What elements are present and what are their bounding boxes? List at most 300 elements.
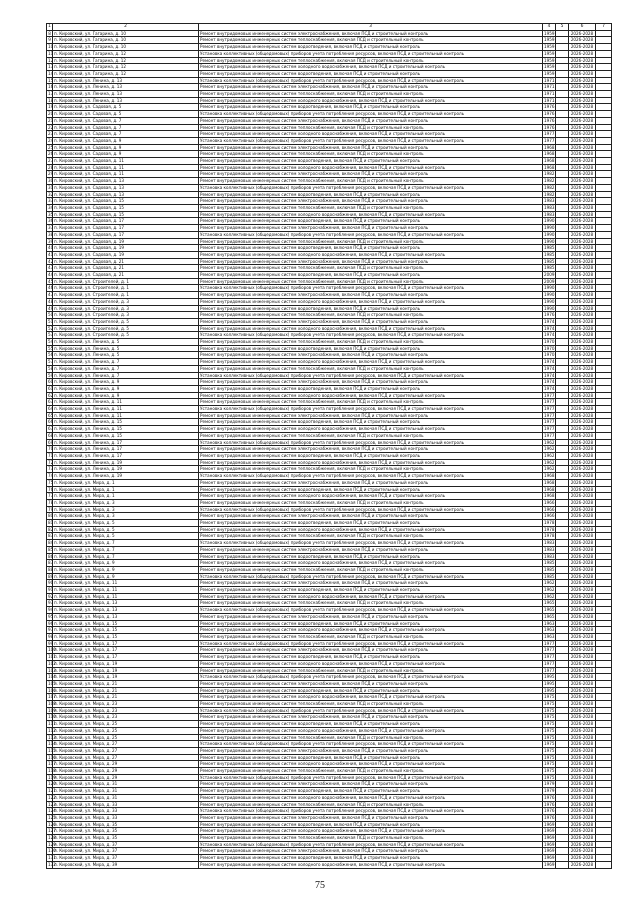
table-row: [47, 553, 612, 560]
row-number-cell: 27: [48, 158, 54, 164]
table-row: [47, 379, 612, 386]
build-year-cell: 1977: [544, 131, 555, 137]
address-cell: п. Кировский, ул. Ленина, д. 11: [53, 399, 199, 406]
note-cell: [596, 57, 612, 64]
extra-cell: [556, 84, 569, 91]
row-number-cell: 94: [48, 607, 54, 613]
build-year-cell: 1974: [544, 372, 555, 378]
address-cell: п. Кировский, ул. Садовая, д. 15: [53, 211, 199, 218]
address-cell: п. Кировский, ул. Садовая, д. 17: [53, 218, 199, 225]
work-description-cell: Ремонт внутридомовых инженерных систем холодного водоснабжения, включая ПСД и строительный контроль: [199, 325, 543, 332]
row-number-cell: 114: [48, 741, 56, 747]
row-number-cell: 11: [48, 50, 54, 56]
extra-cell: [556, 801, 569, 808]
build-year-cell: 1975: [544, 707, 555, 713]
work-period-cell: 2026-2028: [569, 432, 596, 439]
table-row: [47, 794, 612, 801]
row-number-cell: 16: [48, 84, 54, 90]
work-period-cell: 2026-2028: [569, 513, 596, 520]
table-row: [47, 613, 612, 620]
build-year-cell: 1962: [544, 453, 555, 458]
build-year-cell: 1959: [544, 30, 555, 36]
extra-cell: [556, 587, 569, 594]
build-year-cell: 1968: [544, 158, 555, 164]
table-row: [47, 821, 612, 828]
address-cell: п. Кировский, ул. Мира, д. 13: [53, 600, 199, 607]
note-cell: [596, 151, 612, 158]
row-number-cell: 85: [48, 546, 54, 552]
extra-cell: [556, 647, 569, 654]
work-period-cell: 2026-2028: [569, 298, 596, 305]
note-cell: [596, 814, 612, 821]
work-description-cell: Установка коллективных (общедомовых) приборов учета потребления ресурсов, включая ПСД и строительный контроль: [199, 372, 543, 379]
row-number-cell: 15: [48, 77, 54, 83]
work-description-cell: Ремонт внутридомовых инженерных систем водоотведения, включая ПСД и строительный контроль: [199, 419, 543, 426]
extra-cell: [556, 627, 569, 634]
work-period-cell: 2026-2028: [569, 211, 596, 218]
note-cell: [596, 855, 612, 862]
note-cell: [596, 828, 612, 835]
address-cell: п. Кировский, ул. Мира, д. 39: [53, 861, 199, 868]
row-number-cell: 35: [48, 211, 54, 217]
address-cell: п. Кировский, ул. Гагарина, д. 12: [53, 50, 199, 57]
address-cell: п. Кировский, ул. Садовая, д. 7: [53, 124, 199, 131]
work-period-cell: 2026-2028: [569, 566, 596, 573]
note-cell: [596, 674, 612, 681]
build-year-cell: 1974: [544, 359, 555, 365]
work-description-cell: Ремонт внутридомовых инженерных систем водоотведения, включая ПСД и строительный контроль: [199, 70, 543, 77]
row-number-cell: 28: [48, 164, 54, 170]
extra-cell: [556, 412, 569, 419]
extra-cell: [556, 553, 569, 560]
row-number-cell: 75: [48, 479, 54, 485]
address-cell: п. Кировский, ул. Садовая, д. 17: [53, 225, 199, 232]
work-description-cell: Ремонт внутридомовых инженерных систем водоотведения, включая ПСД и строительный контроль: [199, 104, 543, 111]
work-description-cell: Ремонт внутридомовых инженерных систем электроснабжения, включая ПСД и строительный контроль: [199, 117, 543, 124]
note-cell: [596, 473, 612, 480]
extra-cell: [556, 560, 569, 567]
work-description-cell: Ремонт внутридомовых инженерных систем холодного водоснабжения, включая ПСД и строительный контроль: [199, 97, 543, 104]
work-period-cell: 2026-2028: [569, 178, 596, 185]
address-cell: п. Кировский, ул. Гагарина, д. 10: [53, 44, 199, 51]
build-year-cell: 1974: [544, 379, 555, 385]
table-row: [47, 312, 612, 319]
note-cell: [596, 607, 612, 614]
address-cell: п. Кировский, ул. Мира, д. 3: [53, 499, 199, 506]
row-number-cell: 119: [48, 774, 56, 780]
build-year-cell: 1985: [544, 573, 555, 579]
row-number-cell: 17: [48, 91, 54, 97]
note-cell: [596, 566, 612, 573]
address-cell: п. Кировский, ул. Садовая, д. 9: [53, 151, 199, 158]
work-description-cell: Ремонт внутридомовых инженерных систем холодного водоснабжения, включая ПСД и строительный контроль: [199, 660, 543, 667]
build-year-cell: 1990: [544, 231, 555, 237]
extra-cell: [556, 821, 569, 828]
work-description-cell: Ремонт внутридомовых инженерных систем водоотведения, включая ПСД и строительный контроль: [199, 272, 543, 279]
extra-cell: [556, 131, 569, 138]
build-year-cell: 1959: [544, 70, 555, 76]
work-description-cell: Ремонт внутридомовых инженерных систем холодного водоснабжения, включая ПСД и строительный контроль: [199, 493, 543, 500]
note-cell: [596, 204, 612, 211]
build-year-cell: 1962: [544, 593, 555, 599]
note-cell: [596, 640, 612, 647]
work-period-cell: 2026-2028: [569, 251, 596, 258]
work-period-cell: 2026-2028: [569, 231, 596, 238]
address-cell: п. Кировский, ул. Ленина, д. 7: [53, 365, 199, 372]
work-period-cell: 2026-2028: [569, 459, 596, 466]
address-cell: п. Кировский, ул. Садовая, д. 11: [53, 158, 199, 165]
work-period-cell: 2026-2028: [569, 131, 596, 138]
build-year-cell: 1963: [544, 620, 555, 626]
address-cell: п. Кировский, ул. Мира, д. 37: [53, 841, 199, 848]
work-description-cell: Ремонт внутридомовых инженерных систем электроснабжения, включая ПСД и строительный контроль: [199, 318, 543, 325]
address-cell: п. Кировский, ул. Мира, д. 25: [53, 727, 199, 734]
address-cell: п. Кировский, ул. Мира, д. 27: [53, 741, 199, 748]
note-cell: [596, 801, 612, 808]
note-cell: [596, 164, 612, 171]
extra-cell: [556, 654, 569, 661]
row-number-cell: 83: [48, 533, 54, 539]
table-row: [47, 754, 612, 761]
row-number-cell: 38: [48, 231, 54, 237]
extra-cell: [556, 855, 569, 862]
work-period-cell: 2026-2028: [569, 814, 596, 821]
table-row: [47, 191, 612, 198]
note-cell: [596, 184, 612, 191]
address-cell: п. Кировский, ул. Мира, д. 11: [53, 580, 199, 587]
work-description-cell: Ремонт внутридомовых инженерных систем электроснабжения, включая ПСД и строительный контроль: [199, 84, 543, 91]
work-period-cell: 2026-2028: [569, 412, 596, 419]
extra-cell: [556, 278, 569, 285]
row-number-cell: 37: [48, 225, 54, 231]
note-cell: [596, 131, 612, 138]
table-row: [47, 526, 612, 533]
address-cell: п. Кировский, ул. Садовая, д. 19: [53, 238, 199, 245]
build-year-cell: 1975: [544, 774, 555, 780]
address-cell: п. Кировский, ул. Ленина, д. 13: [53, 97, 199, 104]
build-year-cell: 1977: [544, 654, 555, 660]
work-description-cell: Ремонт внутридомовых инженерных систем электроснабжения, включая ПСД и строительный контроль: [199, 258, 543, 265]
note-cell: [596, 741, 612, 748]
table-row: [47, 406, 612, 413]
row-number-cell: 64: [48, 406, 54, 412]
work-period-cell: 2026-2028: [569, 158, 596, 165]
work-description-cell: Ремонт внутридомовых инженерных систем водоотведения, включая ПСД и строительный контроль: [199, 754, 543, 761]
table-row: [47, 419, 612, 426]
build-year-cell: 1968: [544, 151, 555, 157]
work-period-cell: 2026-2028: [569, 453, 596, 460]
extra-cell: [556, 573, 569, 580]
work-period-cell: 2026-2028: [569, 841, 596, 848]
address-cell: п. Кировский, ул. Мира, д. 29: [53, 761, 199, 768]
note-cell: [596, 781, 612, 788]
extra-cell: [556, 117, 569, 124]
work-period-cell: 2026-2028: [569, 111, 596, 118]
work-period-cell: 2026-2028: [569, 808, 596, 815]
row-number-cell: 23: [48, 131, 54, 137]
row-number-cell: 24: [48, 137, 54, 143]
table-row: [47, 385, 612, 392]
build-year-cell: 1971: [544, 91, 555, 97]
work-period-cell: 2026-2028: [569, 164, 596, 171]
row-number-cell: 116: [48, 754, 56, 760]
work-description-cell: Установка коллективных (общедомовых) приборов учета потребления ресурсов, включая ПСД и строительный контроль: [199, 285, 543, 292]
note-cell: [596, 848, 612, 855]
address-cell: п. Кировский, ул. Мира, д. 11: [53, 593, 199, 600]
row-number-cell: 20: [48, 111, 54, 117]
table-row: [47, 412, 612, 419]
note-cell: [596, 546, 612, 553]
extra-cell: [556, 580, 569, 587]
work-description-cell: Ремонт внутридомовых инженерных систем водоотведения, включая ПСД и строительный контроль: [199, 620, 543, 627]
note-cell: [596, 225, 612, 232]
table-row: [47, 292, 612, 299]
table-row: [47, 600, 612, 607]
work-period-cell: 2026-2028: [569, 426, 596, 433]
address-cell: п. Кировский, ул. Ленина, д. 9: [53, 379, 199, 386]
extra-cell: [556, 493, 569, 500]
build-year-cell: 1968: [544, 144, 555, 150]
table-row: [47, 473, 612, 480]
work-period-cell: 2026-2028: [569, 466, 596, 473]
row-number-cell: 45: [48, 278, 54, 284]
work-description-cell: Ремонт внутридомовых инженерных систем электроснабжения, включая ПСД и строительный контроль: [199, 412, 543, 419]
address-cell: п. Кировский, ул. Мира, д. 5: [53, 526, 199, 533]
note-cell: [596, 707, 612, 714]
address-cell: п. Кировский, ул. Мира, д. 15: [53, 627, 199, 634]
table-row: [47, 238, 612, 245]
note-cell: [596, 379, 612, 386]
build-year-cell: 1977: [544, 432, 555, 438]
work-period-cell: 2026-2028: [569, 607, 596, 614]
address-cell: п. Кировский, ул. Строителей, д. 1: [53, 278, 199, 285]
work-period-cell: 2026-2028: [569, 345, 596, 352]
extra-cell: [556, 546, 569, 553]
extra-cell: [556, 218, 569, 225]
note-cell: [596, 399, 612, 406]
table-row: [47, 278, 612, 285]
work-description-cell: Ремонт внутридомовых инженерных систем водоотведения, включая ПСД и строительный контроль: [199, 218, 543, 225]
extra-cell: [556, 432, 569, 439]
extra-cell: [556, 312, 569, 319]
row-number-cell: 58: [48, 365, 54, 371]
address-cell: п. Кировский, ул. Ленина, д. 7: [53, 359, 199, 366]
extra-cell: [556, 774, 569, 781]
build-year-cell: 1966: [544, 513, 555, 519]
extra-cell: [556, 768, 569, 775]
table-row: [47, 251, 612, 258]
work-description-cell: Установка коллективных (общедомовых) приборов учета потребления ресурсов, включая ПСД и строительный контроль: [199, 506, 543, 513]
row-number-cell: 76: [48, 486, 54, 492]
work-period-cell: 2026-2028: [569, 117, 596, 124]
build-year-cell: 1969: [544, 855, 555, 861]
work-description-cell: Установка коллективных (общедомовых) приборов учета потребления ресурсов, включая ПСД и строительный контроль: [199, 137, 543, 144]
extra-cell: [556, 620, 569, 627]
extra-cell: [556, 439, 569, 446]
work-period-cell: 2026-2028: [569, 754, 596, 761]
work-description-cell: Ремонт внутридомовых инженерных систем электроснабжения, включая ПСД и строительный контроль: [199, 479, 543, 486]
build-year-cell: 1977: [544, 412, 555, 418]
work-description-cell: Установка коллективных (общедомовых) приборов учета потребления ресурсов, включая ПСД и строительный контроль: [199, 540, 543, 547]
address-cell: п. Кировский, ул. Мира, д. 9: [53, 573, 199, 580]
work-description-cell: Ремонт внутридомовых инженерных систем теплоснабжения, включая ПСД и строительный контроль: [199, 365, 543, 372]
note-cell: [596, 211, 612, 218]
work-description-cell: Ремонт внутридомовых инженерных систем водоотведения, включая ПСД и строительный контроль: [199, 788, 543, 795]
work-description-cell: Ремонт внутридомовых инженерных систем теплоснабжения, включая ПСД и строительный контроль: [199, 734, 543, 741]
table-row: [47, 861, 612, 868]
work-period-cell: 2026-2028: [569, 392, 596, 399]
table-row: [47, 714, 612, 721]
address-cell: п. Кировский, ул. Гагарина, д. 10: [53, 37, 199, 44]
build-year-cell: 1971: [544, 97, 555, 103]
work-period-cell: 2026-2028: [569, 821, 596, 828]
table-row: [47, 285, 612, 292]
build-year-cell: 1978: [544, 520, 555, 526]
table-row: [47, 855, 612, 862]
address-cell: п. Кировский, ул. Ленина, д. 5: [53, 339, 199, 346]
row-number-cell: 52: [48, 325, 54, 331]
table-row: [47, 446, 612, 453]
note-cell: [596, 218, 612, 225]
note-cell: [596, 841, 612, 848]
note-cell: [596, 251, 612, 258]
build-year-cell: 1959: [544, 64, 555, 70]
extra-cell: [556, 419, 569, 426]
extra-cell: [556, 613, 569, 620]
table-row: [47, 392, 612, 399]
work-description-cell: Ремонт внутридомовых инженерных систем холодного водоснабжения, включая ПСД и строительный контроль: [199, 298, 543, 305]
note-cell: [596, 359, 612, 366]
note-cell: [596, 587, 612, 594]
note-cell: [596, 37, 612, 44]
build-year-cell: 1975: [544, 701, 555, 707]
table-row: [47, 580, 612, 587]
build-year-cell: 1962: [544, 580, 555, 586]
note-cell: [596, 231, 612, 238]
work-period-cell: 2026-2028: [569, 520, 596, 527]
address-cell: п. Кировский, ул. Мира, д. 9: [53, 566, 199, 573]
build-year-cell: 1975: [544, 727, 555, 733]
extra-cell: [556, 600, 569, 607]
row-number-cell: 55: [48, 345, 54, 351]
table-row: [47, 124, 612, 131]
build-year-cell: 1969: [544, 835, 555, 841]
build-year-cell: 1977: [544, 399, 555, 405]
work-period-cell: 2026-2028: [569, 687, 596, 694]
extra-cell: [556, 835, 569, 842]
table-row: [47, 231, 612, 238]
work-description-cell: Ремонт внутридомовых инженерных систем теплоснабжения, включая ПСД и строительный контроль: [199, 37, 543, 44]
work-period-cell: 2026-2028: [569, 44, 596, 51]
build-year-cell: 1969: [544, 848, 555, 854]
work-description-cell: Ремонт внутридомовых инженерных систем водоотведения, включая ПСД и строительный контроль: [199, 191, 543, 198]
table-row: [47, 768, 612, 775]
work-description-cell: Ремонт внутридомовых инженерных систем электроснабжения, включая ПСД и строительный контроль: [199, 292, 543, 299]
work-description-cell: Установка коллективных (общедомовых) приборов учета потребления ресурсов, включая ПСД и строительный контроль: [199, 808, 543, 815]
column-header: 6: [569, 24, 596, 31]
work-description-cell: Ремонт внутридомовых инженерных систем теплоснабжения, включая ПСД и строительный контроль: [199, 124, 543, 131]
address-cell: п. Кировский, ул. Мира, д. 3: [53, 506, 199, 513]
extra-cell: [556, 151, 569, 158]
work-period-cell: 2026-2028: [569, 747, 596, 754]
row-number-cell: 103: [48, 667, 56, 673]
note-cell: [596, 721, 612, 728]
work-description-cell: Установка коллективных (общедомовых) приборов учета потребления ресурсов, включая ПСД и строительный контроль: [199, 439, 543, 446]
address-cell: п. Кировский, ул. Ленина, д. 7: [53, 372, 199, 379]
address-cell: п. Кировский, ул. Мира, д. 19: [53, 674, 199, 681]
work-period-cell: 2026-2028: [569, 861, 596, 868]
work-description-cell: Ремонт внутридомовых инженерных систем холодного водоснабжения, включая ПСД и строительный контроль: [199, 359, 543, 366]
row-number-cell: 95: [48, 613, 54, 619]
note-cell: [596, 808, 612, 815]
build-year-cell: 1976: [544, 808, 555, 814]
extra-cell: [556, 814, 569, 821]
row-number-cell: 105: [48, 680, 56, 686]
work-period-cell: 2026-2028: [569, 91, 596, 98]
table-row: [47, 204, 612, 211]
build-year-cell: 1990: [544, 292, 555, 298]
extra-cell: [556, 533, 569, 540]
address-cell: п. Кировский, ул. Садовая, д. 11: [53, 164, 199, 171]
row-number-cell: 41: [48, 251, 54, 257]
extra-cell: [556, 97, 569, 104]
note-cell: [596, 613, 612, 620]
table-row: [47, 178, 612, 185]
row-number-cell: 131: [48, 855, 56, 861]
table-row: [47, 607, 612, 614]
work-period-cell: 2026-2028: [569, 352, 596, 359]
build-year-cell: 1985: [544, 566, 555, 572]
work-period-cell: 2026-2028: [569, 486, 596, 493]
extra-cell: [556, 137, 569, 144]
table-row: [47, 499, 612, 506]
build-year-cell: 1970: [544, 345, 555, 351]
note-cell: [596, 238, 612, 245]
extra-cell: [556, 198, 569, 205]
note-cell: [596, 272, 612, 279]
work-period-cell: 2026-2028: [569, 151, 596, 158]
extra-cell: [556, 372, 569, 379]
note-cell: [596, 298, 612, 305]
note-cell: [596, 50, 612, 57]
note-cell: [596, 265, 612, 272]
table-row: [47, 660, 612, 667]
build-year-cell: 1985: [544, 560, 555, 566]
work-description-cell: Ремонт внутридомовых инженерных систем теплоснабжения, включая ПСД и строительный контроль: [199, 566, 543, 573]
row-number-cell: 108: [48, 701, 56, 707]
table-row: [47, 593, 612, 600]
address-cell: п. Кировский, ул. Мира, д. 33: [53, 808, 199, 815]
build-year-cell: 1976: [544, 104, 555, 110]
extra-cell: [556, 44, 569, 51]
table-row: [47, 258, 612, 265]
note-cell: [596, 493, 612, 500]
work-description-cell: Ремонт внутридомовых инженерных систем водоотведения, включая ПСД и строительный контроль: [199, 486, 543, 493]
table-row: [47, 566, 612, 573]
note-cell: [596, 198, 612, 205]
work-description-cell: Ремонт внутридомовых инженерных систем холодного водоснабжения, включая ПСД и строительный контроль: [199, 560, 543, 567]
row-number-cell: 99: [48, 640, 54, 646]
note-cell: [596, 292, 612, 299]
work-description-cell: Установка коллективных (общедомовых) приборов учета потребления ресурсов, включая ПСД и строительный контроль: [199, 707, 543, 714]
row-number-cell: 68: [48, 432, 54, 438]
address-cell: п. Кировский, ул. Ленина, д. 17: [53, 439, 199, 446]
extra-cell: [556, 660, 569, 667]
extra-cell: [556, 70, 569, 77]
address-cell: п. Кировский, ул. Мира, д. 35: [53, 821, 199, 828]
work-period-cell: 2026-2028: [569, 278, 596, 285]
extra-cell: [556, 352, 569, 359]
